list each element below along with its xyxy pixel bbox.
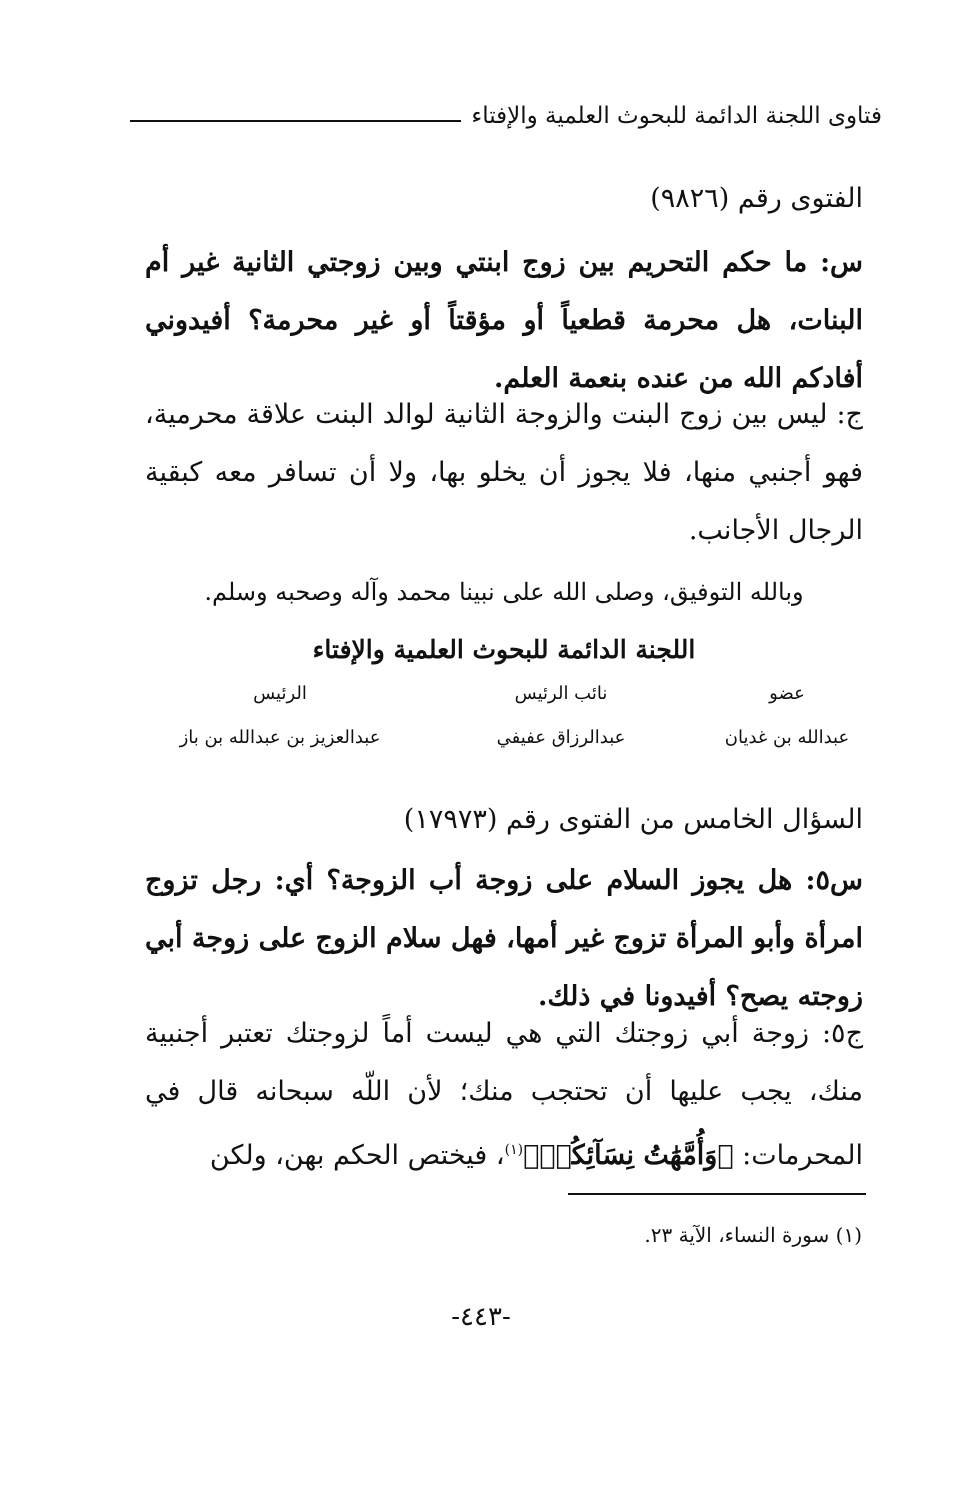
quran-verse: ﴿وَأُمَّهَٰتُ نِسَآئِكُمۡ﴾ xyxy=(523,1140,734,1171)
fatwa2-answer xyxy=(145,1005,863,1185)
member-role: نائب الرئيس xyxy=(514,683,608,704)
answer-text: ج٥: زوجة أبي زوجتك التي هي ليست أماً لزوجتك تعتبر أجنبية منك، يجب عليها أن تحتجب منك؛ لأن اللّه سبحانه قال في المحرمات: xyxy=(145,1018,863,1171)
footnote-marker: (١) xyxy=(504,1142,524,1158)
signature-member xyxy=(441,672,681,760)
footnote: (١) سورة النساء، الآية ٢٣. xyxy=(644,1223,862,1247)
fatwa2-question: س٥: هل يجوز السلام على زوجة أب الزوجة؟ أي: رجل تزوج امرأة وأبو المرأة تزوج غير أمها، فهل سلام الزوج على زوجة أبي زوجته يصح؟ أفيدونا في ذلك. xyxy=(145,865,863,1012)
member-role: عضو xyxy=(769,683,805,704)
running-header-title: فتاوى اللجنة الدائمة للبحوث العلمية والإفتاء xyxy=(471,103,882,129)
fatwa1-question: س: ما حكم التحريم بين زوج ابنتي وبين زوجتي الثانية غير أم البنات، هل محرمة قطعياً أو مؤقتاً أو غير محرمة؟ أفيدوني أفادكم الله من عنده بنعمة العلم. xyxy=(145,247,863,394)
fatwa1-answer: ج: ليس بين زوج البنت والزوجة الثانية لوالد البنت علاقة محرمية، فهو أجنبي منها، فلا يجوز أن يخلو بها، ولا أن تسافر معه كبقية الرجال الأجانب. xyxy=(145,399,863,546)
member-role: الرئيس xyxy=(253,683,307,704)
signature-member xyxy=(712,672,862,760)
member-name: عبدالرزاق عفيفي xyxy=(496,727,626,748)
member-name: عبدالله بن غديان xyxy=(724,727,850,748)
fatwa1-heading: الفتوى رقم (٩٨٢٦) xyxy=(650,183,863,214)
answer-text-cont: ، فيختص الحكم بهن، ولكن xyxy=(209,1140,505,1171)
member-name: عبدالعزيز بن عبدالله بن باز xyxy=(179,727,381,748)
signature-member xyxy=(150,672,410,760)
header-rule xyxy=(130,120,461,122)
footnote-rule xyxy=(568,1193,866,1195)
committee-title: اللجنة الدائمة للبحوث العلمية والإفتاء xyxy=(312,635,696,664)
signature-table xyxy=(150,672,862,760)
page-number: -٤٤٣- xyxy=(451,1302,511,1332)
fatwa1-closing: وبالله التوفيق، وصلى الله على نبينا محمد وآله وصحبه وسلم. xyxy=(204,578,804,606)
fatwa2-heading: السؤال الخامس من الفتوى رقم (١٧٩٧٣) xyxy=(403,804,863,835)
running-header xyxy=(130,103,882,129)
